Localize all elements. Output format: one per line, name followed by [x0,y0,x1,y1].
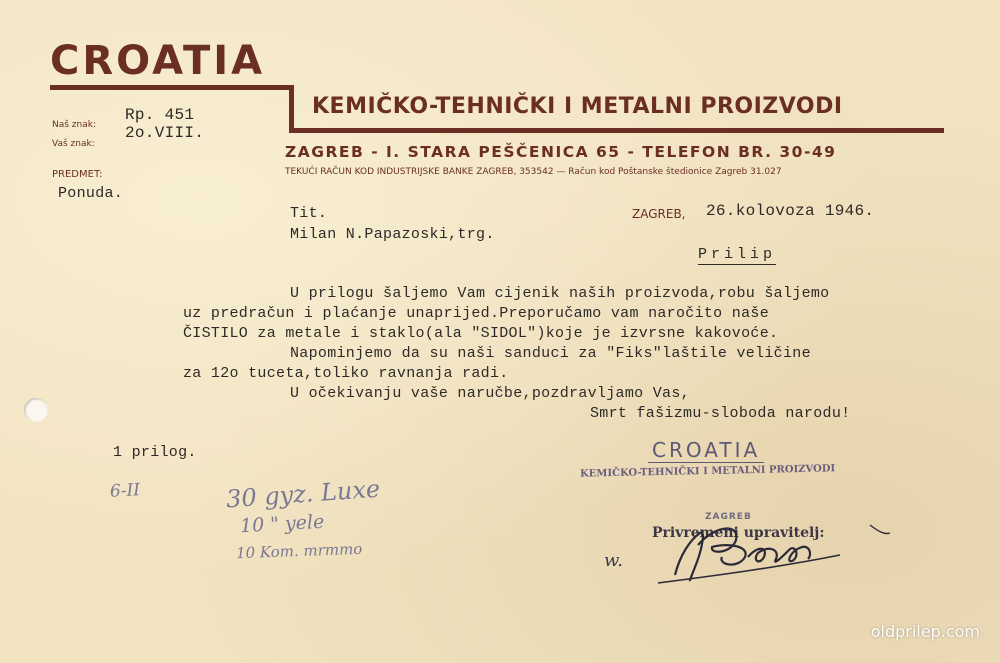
stamp-subtitle: KEMIČKO-TEHNIČKI I METALNI PROIZVODI [579,463,836,480]
handwritten-line: 10 " yele [239,510,325,538]
subject-value: Ponuda. [58,185,124,202]
our-mark-value: Rp. 451 [125,106,195,124]
enclosure-note: 1 prilog. [113,444,197,461]
letterhead-rule-bottom [289,128,944,133]
your-mark-value: 2o.VIII. [125,124,205,142]
watermark: oldprilep.com [870,622,980,641]
handwritten-line: 30 gyz. Luxe [225,474,381,514]
letterhead-rule-left [50,85,292,90]
stamp-city: ZAGREB [705,512,752,522]
body-line: U očekivanju vaše naručbe,pozdravljamo Vas, [290,385,690,402]
our-mark-label: Naš znak: [52,120,96,130]
destination-city: Prilip [698,246,777,263]
body-line: za 12o tuceta,toliko ravnanja radi. [183,365,509,382]
stamp-role: Privremeni upravitelj: [652,525,825,541]
company-address: ZAGREB - I. STARA PEŠČENICA 65 - TELEFON BR. 30-49 [285,143,837,161]
recipient-name: Milan N.Papazoski,trg. [290,226,495,243]
handwritten-line: 10 Kom. mrmmo [235,539,363,563]
closing-slogan: Smrt fašizmu-sloboda narodu! [590,405,851,422]
your-mark-label: Vaš znak: [52,139,95,149]
body-line: Napominjemo da su naši sanduci za "Fiks"laštile veličine [290,345,811,362]
company-subtitle: KEMIČKO-TEHNIČKI I METALNI PROIZVODI [312,94,843,119]
signature-icon [640,505,900,595]
company-logo: CROATIA [50,38,266,84]
body-line: U prilogu šaljemo Vam cijenik naših proizvoda,robu šaljemo [290,285,830,302]
signature-prefix: w. [604,550,623,571]
body-line: ČISTILO za metale i staklo(ala "SIDOL")koje je izvrsne kakovoće. [183,325,779,342]
punch-hole [24,398,48,422]
body-line: uz predračun i plaćanje unaprijed.Preporučamo vam naročito naše [183,305,769,322]
stamp-title: CROATIA [648,438,764,463]
handwritten-date-note: 6-II [109,480,141,502]
letter-date: 26.kolovoza 1946. [706,202,875,220]
letterhead-rule-vertical [289,85,294,133]
bank-line: TEKUĆI RAČUN KOD INDUSTRIJSKE BANKE ZAGREB, 353542 — Račun kod Poštanske štedionice Zagreb 31.027 [285,167,782,177]
date-city: ZAGREB, [632,207,686,221]
recipient-salutation: Tit. [290,205,328,222]
subject-label: PREDMET: [52,169,103,180]
